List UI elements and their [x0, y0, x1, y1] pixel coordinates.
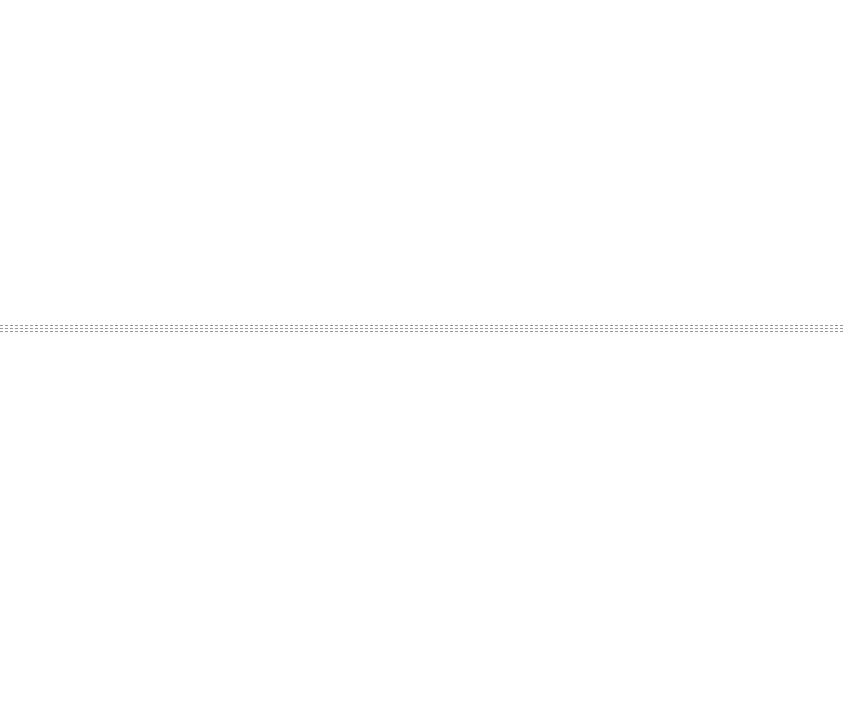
page-break [0, 323, 843, 333]
